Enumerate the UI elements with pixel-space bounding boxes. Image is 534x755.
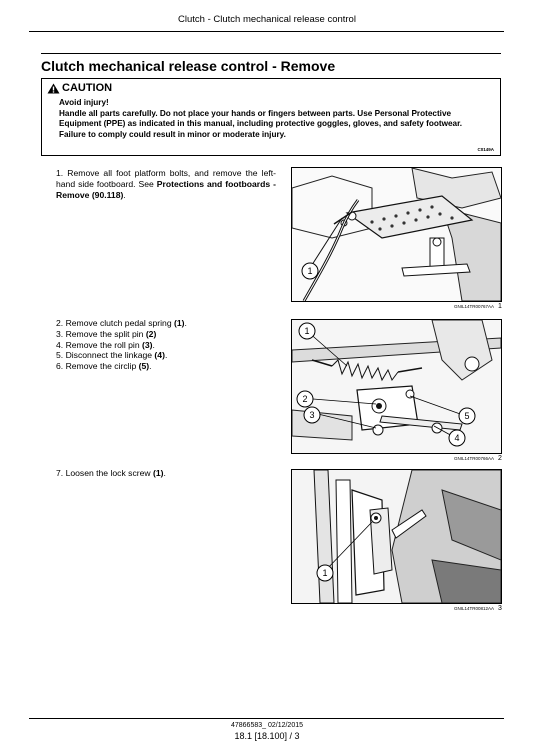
step-7-number: 7. [56,468,64,478]
step-2-ref: (1) [174,318,185,328]
header-rule [29,31,504,32]
caution-heading [47,82,112,94]
figure-2-callout-5: 5 [464,411,470,421]
caution-body [59,98,495,140]
caution-code: C0149A [477,147,494,152]
step-3-text: Remove the split pin [65,328,146,339]
title-rule [41,53,501,54]
caution-line-1: Avoid injury! [59,98,109,107]
figure-3-code: GNIL14TR00812AA [453,606,494,611]
figure-2 [291,319,502,454]
step-6-ref: (5) [138,361,150,372]
figure-1-callout-1: 1 [307,266,313,276]
step-2-end: . [184,318,187,328]
caution-line-2: Handle all parts carefully. Do not place your hands or fingers between parts. Use Personal Protective Equipment (PPE) as indicated in this manual, including protective goggles, gloves, and safety footwear. [59,108,463,128]
figure-2-illustration [292,320,501,453]
step-6-text: Remove the circlip [65,361,139,372]
figure-1-code: GNIL14TR00767AA [453,304,494,309]
steps-2-to-6 [56,318,276,372]
running-header: Clutch - Clutch mechanical release control [178,14,356,25]
step-6-number: 6. [56,361,64,372]
step-7-end: . [163,468,166,478]
figure-2-callout-3: 3 [309,410,315,420]
step-7 [56,468,276,479]
step-2 [56,318,276,329]
step-4-text: Remove the roll pin [65,339,142,350]
figure-3-callout-1: 1 [322,568,328,578]
step-5-end: . [164,350,168,361]
step-2-number: 2. [56,318,64,328]
figure-2-number: 2 [498,455,502,462]
figure-2-callout-1: 1 [304,326,310,336]
step-5-number: 5. [56,350,64,361]
warning-triangle-icon [47,83,60,94]
step-1-ref[interactable]: Protections and footboards - Remove (90.118) [56,178,276,200]
figure-1-illustration [292,168,501,301]
step-1-number: 1. [56,168,64,178]
step-4-end: . [152,339,155,350]
step-1-end: . [123,189,126,200]
figure-1-number: 1 [498,303,502,310]
caution-heading-text: CAUTION [62,82,113,94]
step-3 [56,329,276,340]
caution-box [41,78,501,156]
step-4 [56,340,276,351]
step-5-text: Disconnect the linkage [65,350,155,361]
step-6 [56,361,276,372]
figure-1 [291,167,502,302]
step-5-ref: (4) [154,350,165,361]
step-7-ref: (1) [152,468,164,478]
figure-2-code: GNIL14TR00766AA [453,456,494,461]
step-1-text: Remove all foot platform bolts, and remove the left-hand side footboard. See [56,168,276,189]
step-7-text: Loosen the lock screw [65,468,153,478]
caution-line-3: Failure to comply could result in minor or moderate injury. [59,129,286,139]
figure-2-callout-4: 4 [454,433,460,443]
step-2-text: Remove clutch pedal spring [65,318,174,328]
step-3-number: 3. [56,328,64,339]
step-4-ref: (3) [142,339,153,350]
figure-3-number: 3 [498,605,502,612]
figure-3 [291,469,502,604]
footer-page-ref: 18.1 [18.100] / 3 [234,731,300,741]
step-4-number: 4. [56,339,64,350]
section-title: Clutch mechanical release control - Remove [41,58,336,74]
footer-doc-ref: 47866583_ 02/12/2015 [230,722,304,729]
figure-3-illustration [292,470,501,603]
step-1 [56,168,276,200]
step-6-end: . [149,361,152,372]
step-5 [56,350,276,361]
figure-2-callout-2: 2 [302,394,308,404]
footer-rule [29,718,504,719]
step-3-ref: (2) [145,328,157,339]
